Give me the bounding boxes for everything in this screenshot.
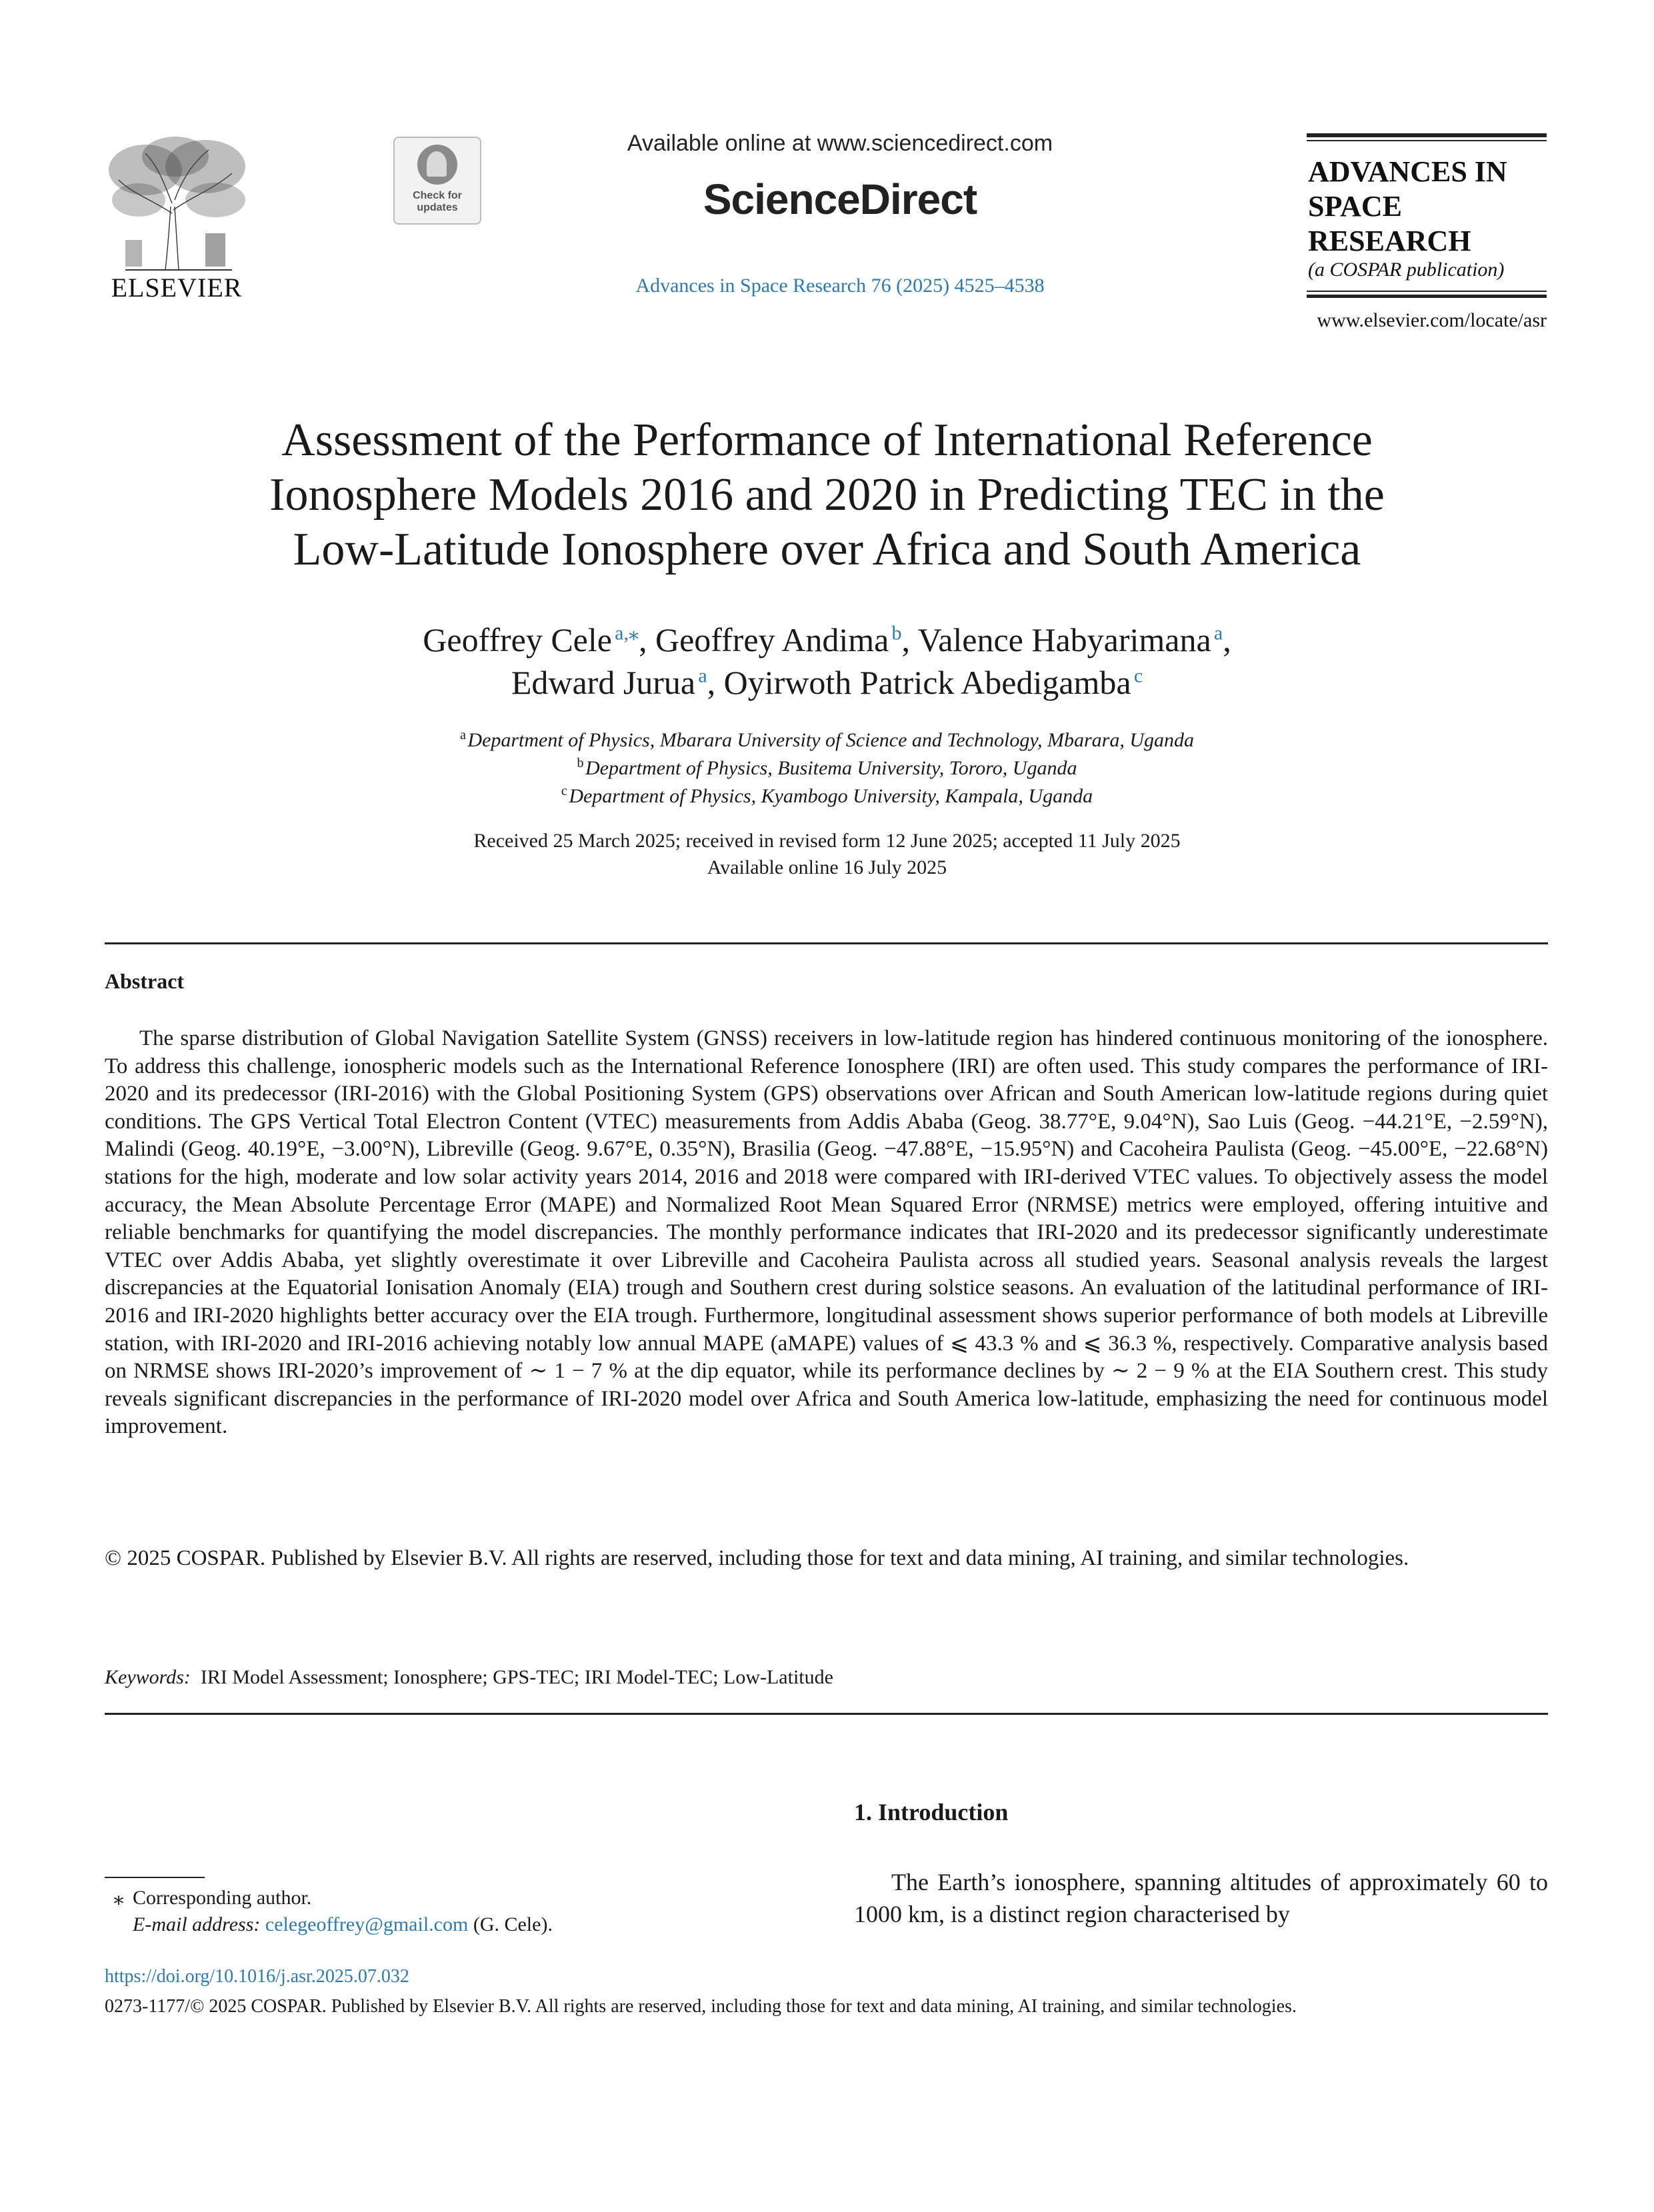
journal-rule [1307,133,1547,137]
abstract-copyright: © 2025 COSPAR. Published by Elsevier B.V. All rights are reserved, including those for text and data mining, AI training, and similar technologies. [105,1546,1409,1570]
keywords-label: Keywords: [105,1666,191,1688]
journal-name-line: ADVANCES IN [1308,155,1507,188]
author-name[interactable]: Geoffrey Andima [655,621,889,658]
introduction-body [854,1866,1548,1930]
journal-reference-link[interactable]: Advances in Space Research 76 (2025) 4525–4538 [635,275,1045,297]
check-for-updates-badge[interactable] [393,137,481,225]
received-dates: Received 25 March 2025; received in revised form 12 June 2025; accepted 11 July 2025 [473,830,1181,852]
affiliation: $^a$ Department of Physics, Mbarara University of Science and Technology, Mbarara, Uganda [460,728,1194,751]
affiliation: $^c$ Department of Physics, Kyambogo University, Kampala, Uganda [561,784,1093,807]
journal-rule [1307,140,1547,141]
doi-link[interactable]: https://doi.org/10.1016/j.asr.2025.07.032 [105,1966,409,1987]
footnote-marker: ⁎ [113,1887,124,1909]
journal-name [1308,155,1548,259]
title-line: Ionosphere Models 2016 and 2020 in Predicting TEC in the [269,469,1385,521]
title-line: Low-Latitude Ionosphere over Africa and South America [293,524,1361,575]
author-affiliation-marker[interactable]: a,⁎ [615,622,639,644]
issn-copyright: 0273-1177/© 2025 COSPAR. Published by Elsevier B.V. All rights are reserved, including those for text and data mining, AI training, and similar technologies. [105,1996,1297,2017]
section-rule [105,1713,1548,1715]
author-list: Geoffrey Cele $^{a,⁎}$, Geoffrey Andima $^b$, Valence Habyarimana $^a$, Edward Jurua $^a$, Oyirwoth Patrick Abedigamba $^c$ [423,621,1231,701]
journal-rule [1307,291,1547,292]
corresponding-label: Corresponding author. [133,1887,312,1909]
author-affiliation-marker[interactable]: a [1213,622,1223,644]
sciencedirect-logo: ScienceDirect [703,175,977,223]
article-dates [133,828,1521,881]
footnote-rule [105,1877,205,1878]
check-updates-line1: Check for [413,190,462,201]
author-affiliation-marker[interactable]: b [891,622,902,644]
author-name[interactable]: Oyirwoth Patrick Abedigamba [723,664,1131,701]
journal-name-line: RESEARCH [1308,225,1471,257]
available-date: Available online 16 July 2025 [707,856,947,878]
publisher-name: ELSEVIER [111,273,243,303]
journal-name-line: SPACE [1308,190,1402,223]
email-suffix: (G. Cele). [473,1913,553,1935]
section-rule [105,942,1548,944]
bookmark-icon [417,145,457,185]
author-name[interactable]: Valence Habyarimana [917,621,1211,658]
abstract-paragraph: The sparse distribution of Global Navigation Satellite System (GNSS) receivers in low-latitude region has hindered continuous monitoring of the ionosphere. To address this challenge, ionospheric models such as the International Reference Ionosphere (IRI) are often used. This study compares the performance of IRI-2020 and its predecessor (IRI-2016) with the Global Positioning System (GPS) observations over African and South American low-latitude regions during quiet conditions. The GPS Vertical Total Electron Content (VTEC) measurements from Addis Ababa (Geog. 38.77°E, 9.04°N), Sao Luis (Geog. −44.21°E, −2.59°N), Malindi (Geog. 40.19°E, −3.00°N), Libreville (Geog. 9.67°E, 0.35°N), Brasilia (Geog. −47.88°E, −15.95°N) and Cacoheira Paulista (Geog. −45.00°E, −22.68°N) stations for the high, moderate and low solar activity years 2014, 2016 and 2018 were compared with IRI-derived VTEC values. To objectively assess the model accuracy, the Mean Absolute Percentage Error (MAPE) and Normalized Root Mean Squared Error (NRMSE) metrics were employed, offering intuitive and reliable benchmarks for quantifying the model discrepancies. The monthly performance indicates that IRI-2020 and its predecessor significantly underestimate VTEC over Addis Ababa, yet slightly overestimate it over Libreville and Cacoheira Paulista across all studied years. Seasonal analysis reveals the largest discrepancies at the Equatorial Ionisation Anomaly (EIA) trough and Southern crest during solstice seasons. An evaluation of the latitudinal performance of IRI-2016 and IRI-2020 highlights better accuracy over the EIA trough. Furthermore, longitudinal assessment shows superior performance of both models at Libreville station, with IRI-2020 and IRI-2016 achieving notably low annual MAPE (aMAPE) values of ⩽ 43.3 % and ⩽ 36.3 %, respectively. Comparative analysis based on NRMSE shows IRI-2020’s improvement of ∼ 1 − 7 % at the dip equator, while its performance declines by ∼ 2 − 9 % at the EIA Southern crest. This study reveals significant discrepancies in the performance of IRI-2020 model over Africa and South America low-latitude, emphasizing the need for continuous model improvement. [105,1026,1548,1439]
keywords [105,1666,1548,1689]
introduction-heading: 1. Introduction [854,1799,1009,1825]
email-link[interactable]: celegeoffrey@gmail.com [265,1913,469,1935]
available-online: Available online at www.sciencedirect.com [627,131,1053,156]
author-affiliation-marker[interactable]: a [698,664,707,687]
email-label: E-mail address: [133,1913,261,1935]
author-name[interactable]: Edward Jurua [511,664,696,701]
author-name[interactable]: Geoffrey Cele [423,621,612,658]
title-line: Assessment of the Performance of International Reference [281,415,1373,466]
abstract-body [105,1025,1548,1441]
check-updates-line2: updates [417,202,458,213]
journal-url[interactable]: www.elsevier.com/locate/asr [1317,309,1547,331]
introduction-paragraph: The Earth’s ionosphere, spanning altitudes of approximately 60 to 1000 km, is a distinct region characterised by [854,1869,1548,1927]
elsevier-tree-logo [99,133,253,273]
journal-subtitle: (a COSPAR publication) [1308,259,1505,281]
affiliation: $^b$ Department of Physics, Busitema University, Tororo, Uganda [577,756,1077,779]
corresponding-author-footnote [105,1885,771,1938]
keywords-list: IRI Model Assessment; Ionosphere; GPS-TEC; IRI Model-TEC; Low-Latitude [200,1666,833,1688]
journal-rule [1307,295,1547,298]
author-affiliation-marker[interactable]: c [1133,664,1143,687]
affiliations [133,726,1521,810]
abstract-heading: Abstract [105,969,185,993]
article-title [133,413,1521,577]
